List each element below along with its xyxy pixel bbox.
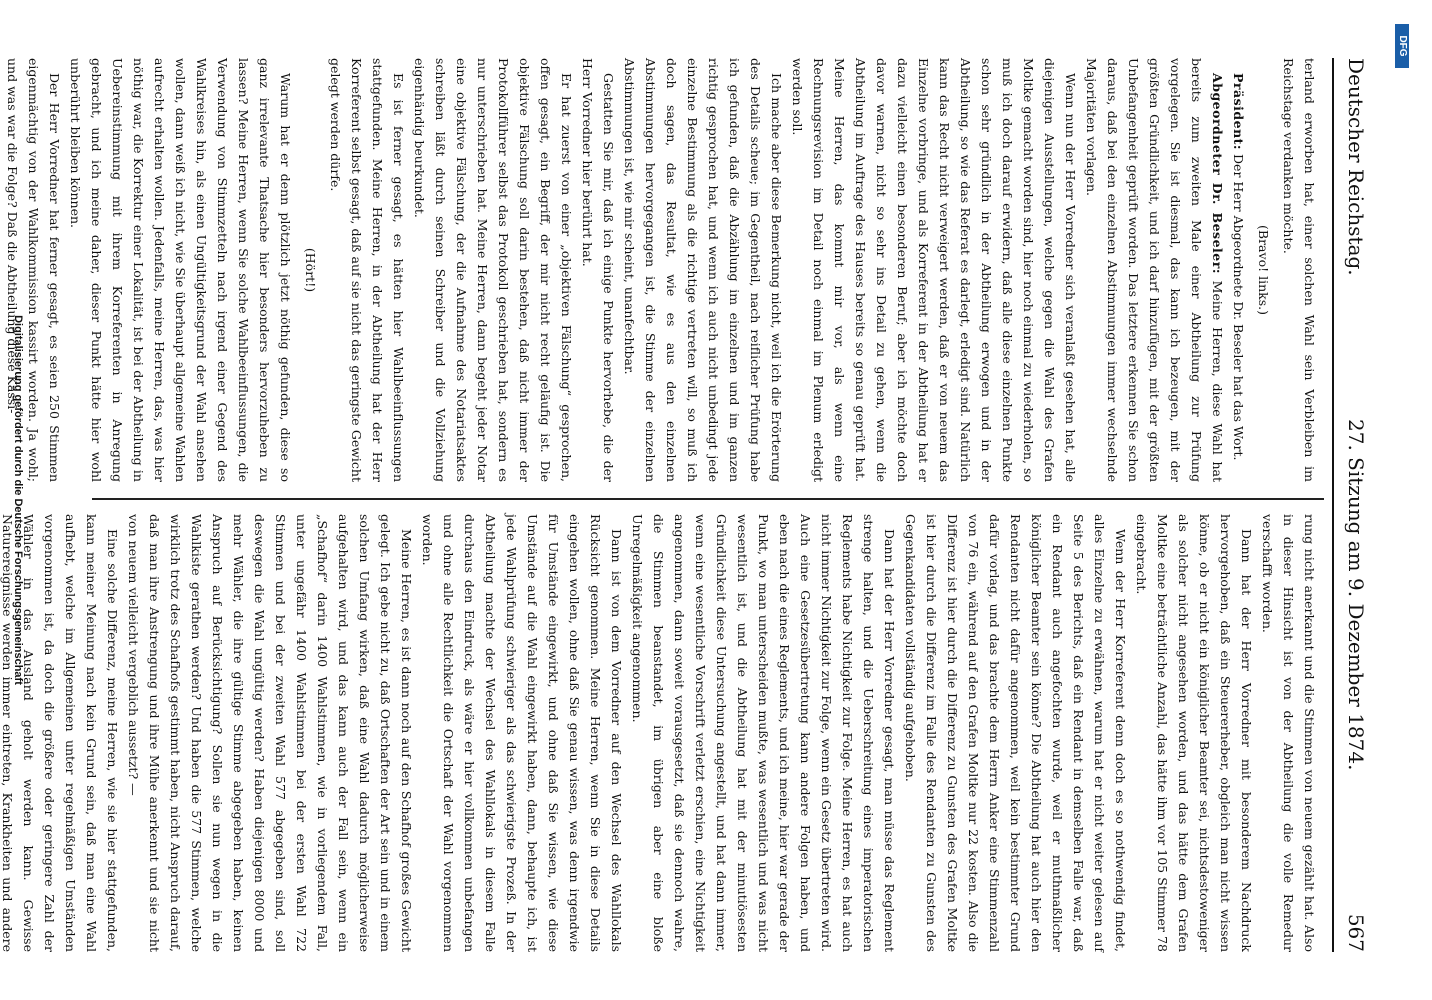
right-column <box>0 514 1320 952</box>
text-paragraph: Gestatten Sie mir, daß ich einige Punkte hervorhebe, die der Herr Vorredner hier berührt hat. <box>580 58 616 482</box>
header-center: 27. Sitzung am 9. Dezember 1874. <box>1344 419 1368 771</box>
text-paragraph: Wenn nun der Herr Vorredner sich veranlaßt gesehen hat, alle diejenigen Ausstellungen, welche gegen die Wahl des Grafen Moltke gemacht worden sind, hier noch einmal zu wiederholen, so muß ich doch darauf erwidern, daß alle diese einzelnen Punkte schon sehr gründlich in der Abtheilung erwogen und in der Abtheilung, so wie das Referat es darlegt, erledigt sind. Natürlich kann das Recht nicht verweigert werden, daß er von neuem das Einzelne vorbringe, und als Korreferent in der Abtheilung hat er dazu vielleicht einen besonderen Beruf; aber ich möchte doch davor warnen, nicht so sehr ins Detail zu gehen, wenn die Abtheilung im Auftrage des Hauses bereits so genau geprüft hat. Meine Herren, das kommt mir vor, als wenn eine Rechnungsrevision im Detail noch einmal im Plenum erledigt werden soll. <box>790 58 1078 482</box>
left-column <box>5 58 1320 482</box>
header-left: Deutscher Reichstag. <box>1344 58 1368 276</box>
interjection: (Hört!) <box>303 247 318 293</box>
interjection: (Bravo! links.) <box>1256 225 1271 315</box>
page-number: 567 <box>1344 913 1368 952</box>
speech-paragraph <box>1228 58 1249 482</box>
speech-paragraph <box>1081 58 1228 482</box>
credit-text: Digitalisierung gefördert durch die Deutsche Forschungsgemeinschaft <box>12 315 24 685</box>
text-paragraph: Der Herr Vorredner hat ferner gesagt, es seien 250 Stimmen eigenmächtig von der Wahlkommission kassirt worden. Ja wohl; und was war die Folge? Daß die Abtheilung diese Kassi- <box>5 58 62 482</box>
header-rule <box>1332 58 1334 952</box>
text-paragraph: Dann ist von dem Vorredner auf den Wechsel des Wahllokals Rücksicht genommen. Meine Herren, wenn Sie in diese Details eingehen wollen, ohne daß Sie genau wissen, was denn irgendwie für Umstände eingewirkt, und ohne daß Sie wissen, wie diese Umstände auf die Wahl eingewirkt haben, dann, behaupte ich, ist jede Wahlprüfung schwieriger als das schwierigste Prozeß. In der Abtheilung machte der Wechsel des Wahllokals in diesem Falle durchaus den Eindruck, als wäre er hier vollkommen unbefangen und ohne alle Rechtlichkeit die Ortschaft der Wahl vorgenommen worden. <box>420 514 624 952</box>
page-header <box>1346 58 1366 952</box>
speaker-name: Abgeordneter Dr. Beseler: <box>1210 73 1225 274</box>
text-paragraph: Dann hat der Herr Vorredner mit besonderem Nachdruck hervorgehoben, daß ein Steuererheber, obgleich man nicht wissen könne, ob er nicht ein königlicher Beamter sei, nichtsdestoweniger als solcher nicht angesehen worden, und das hätte dem Grafen Moltke eine beträchtliche Anzahl, das hätte ihm vor 105 Stimmer 78 eingebracht. <box>1134 514 1254 952</box>
text-paragraph: Ich mache aber diese Bemerkung nicht, weil ich die Erörterung des Details scheue; im Gegentheil, nach reiflicher Prüfung habe ich gefunden, daß die Abzählung im einzelnen und im ganzen richtig gesprochen hat, und wenn ich auch nicht unbedingt jede einzelne Bestimmung als die richtige vertreten will, so muß ich doch sagen, das Resultat, wie es aus den einzelnen Abstimmungen hervorgegangen ist, die Stimme der einzelnen Abstimmungen ist, wie mir scheint, unanfechtbar. <box>622 58 784 482</box>
text-paragraph: Meine Herren, es ist dann noch auf den Schafhof großes Gewicht gelegt. Ich gebe nicht zu, daß Ortschaften der Art sein und in einem solchen Umfang wirken, daß eine Wahl dadurch möglicherweise aufgehalten wird, und das kann auch der Fall sein, wenn ein „Schafhof“ darin 1400 Wahlstimmen, wie in vorliegendem Fall, unter ungefähr 1400 Wahlstimmen bei der ersten Wahl 722 Stimmen und bei der zweiten Wahl 577 abgegeben sind, soll deswegen die Wahl ungültig werden? Haben diejenigen 8000 und mehr Wähler, die ihre gültige Stimme abgegeben haben, keinen Anspruch auf Berücksichtigung? Sollen sie nun wegen in die Wahlkiste gerathen werden? Und haben die 577 Stimmen, welche wirklich trotz des Schafhofs gestimmt haben, nicht Anspruch darauf, daß man ihre Anstrengung und ihre Mühe anerkennt und sie nicht von neuem vielleicht vergeblich aussetzt? — <box>126 514 414 952</box>
text-paragraph: Er hat zuerst von einer „objektiven Fälschung“ gesprochen, offen gesagt, ein Begriff, der mir nicht recht geläufig ist. Die objektive Fälschung soll darin bestehen, daß nicht immer der Protokollführer selbst das Protokoll geschrieben hat, sondern es nur unterschrieben hat. Meine Herren, dann begeht jeder Notar eine objektive Fälschung, der die Aufnahme des Notariatsaktes schreiben läßt durch seinen Schreiber und die Vollziehung eigenhändig beurkundet. <box>412 58 574 482</box>
text-paragraph: Es ist ferner gesagt, es hätten hier Wahlbeeinflussungen stattgefunden. Meine Herren, in der Abtheilung hat der Herr Korreferent selbst gesagt, daß auf sie nicht das geringste Gewicht gelegt werden dürfe. <box>328 58 406 482</box>
text-paragraph: terland erworben hat, einer solchen Wahl sein Verbleiben im Reichstage verdanken möchte. <box>1281 58 1317 482</box>
dfg-logo-badge: DFG <box>1395 24 1409 68</box>
speech-text: Der Herr Abgeordnete Dr. Beseler hat das Wort. <box>1231 150 1246 461</box>
text-paragraph: Wenn der Herr Korreferent denn doch es so nothwendig findet, alles Einzelne zu erwähnen, warum hat er nicht weiter gelesen auf Seite 5 des Berichts, daß ein Rendant in demselben Falle war, daß ein Rendant auch angefochten wurde, weil er muthmaßlicher königlicher Beamter sein könne? Die Abtheilung hat auch hier den Rendanten nicht dafür angenommen, weil kein bestimmter Grund dafür vorlag, und das brachte dem Herrn Anker eine Stimmenzahl von 76 ein, während auf den Grafen Moltke nur 22 kosten. Also die Differenz ist hier durch die Differenz zu Gunsten des Grafen Moltke ist hier durch die Differenz im Falle des Rendanten zu Gunsten des Gegenkandidaten vollständig aufgehoben. <box>903 514 1128 952</box>
text-paragraph: Eine solche Differenz, meine Herren, wie sie hier stattgefunden, kann meiner Meinung nach kein Grund sein, daß man eine Wahl aufhebt, welche im Allgemeinen unter regelmäßigen Umständen vorgenommen ist, da doch die größere oder geringere Zahl der Wähler in das Ausland geholt werden kann. Gewisse Naturereignisse werden immer eintreten, Krankheiten und andere <box>0 514 120 952</box>
text-paragraph: Warum hat er denn plötzlich jetzt nöthig gefunden, diese so ganz irrelevante Thatsache hier besonders hervorzuheben zu lassen? Meine Herren, wenn Sie solche Wahlbeeinflussungen, die Verwendung von Stimmzetteln nach irgend einer Gegend des Wahlkreises hin, als einen Ungültigkeitsgrund der Wahl ansehen wollen, dann weiß ich nicht, wie Sie überhaupt allgemeine Wahlen aufrecht erhalten wollen. Jedenfalls, meine Herren, das, was hier nöthig war, die Korrektur einer Lokalität, ist bei der Abtheilung in Uebereinstimmung mit ihrem Korreferenten in Anregung gebracht, und ich meine daher, dieser Punkt hätte hier wohl unberührt bleiben können. <box>68 58 293 482</box>
digitization-credit <box>12 0 24 1000</box>
speech-text: Meine Herren, diese Wahl hat bereits zum zweiten Male einer Abtheilung zur Prüfung vorgelegen. Sie ist diesmal, das kann ich bezeugen, mit der größten Gründlichkeit, und ich darf hinzufügen, mit der größten Unbefangenheit geprüft worden. Das letztere erkennen Sie schon daraus, daß bei den einzelnen Abstimmungen immer wechselnde Majoritäten vorlagen. <box>1084 58 1225 482</box>
text-paragraph: rung nicht anerkannt und die Stimmen von neuem gezählt hat. Also in dieser Hinsicht ist von der Abtheilung die volle Remedur verschafft worden. <box>1260 514 1317 952</box>
speaker-name: Präsident: <box>1231 73 1246 151</box>
text-paragraph: Dann hat der Herr Vorredner gesagt, man müsse das Reglement strenge halten, und die Ueberschreitung eines imperatorischen Reglements habe Nichtigkeit zur Folge. Meine Herren, es hat auch nicht immer Nichtigkeit zur Folge, wenn ein Gesetz übertreten wird. Auch eine Gesetzesübertretung kann andere Folgen haben, und eben nach die eines Reglements, und ich meine, hier war gerade der Punkt, wo man unterscheiden mußte, was wesentlich und was nicht wesentlich ist, und die Abtheilung hat mit der minutiösesten Gründlichkeit diese Untersuchung angestellt, und hat dann immer, wenn eine wesentliche Vorschrift verletzt erschien, eine Nichtigkeit angenommen, dann soweit vorausgesetzt, daß sie dennoch wahre, die Stimmen beanstandet, im übrigen aber eine bloße Unregelmäßigkeit angenommen. <box>630 514 897 952</box>
column-divider <box>92 498 1324 500</box>
